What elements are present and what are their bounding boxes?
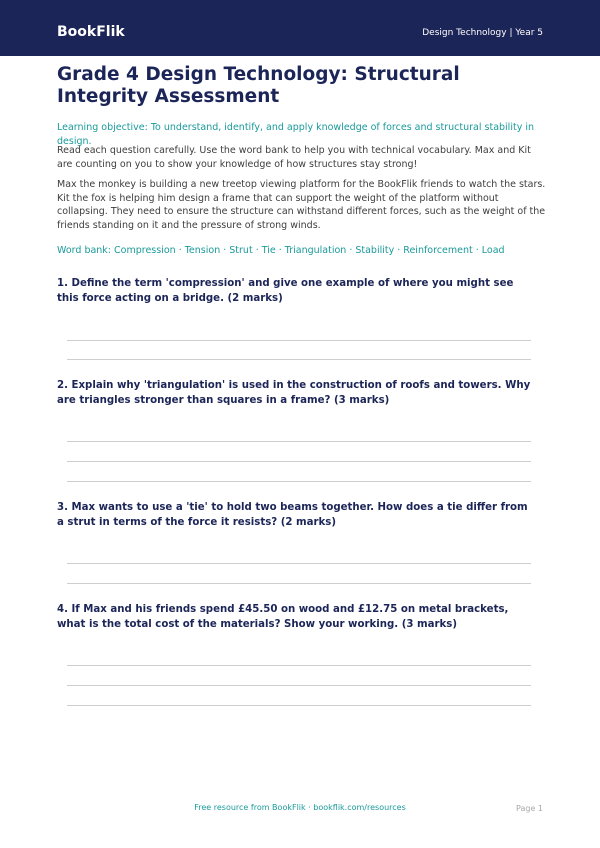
- subject-year-label: Design Technology | Year 5: [422, 28, 543, 38]
- question-2: 2. Explain why 'triangulation' is used in the construction of roofs and towers. Why are triangles stronger than squares in a frame? (3 marks): [57, 380, 531, 406]
- answer-line[interactable]: [67, 481, 531, 482]
- scenario-paragraph: Max the monkey is building a new treetop viewing platform for the BookFlik friends to watch the stars. Kit the fox is helping him design a frame that can support the weight of the platform without collapsing. They need to ensure the structure can withstand different forces, such as the weight of the friends standing on it and the pressure of strong winds.: [57, 179, 546, 231]
- answer-line[interactable]: [67, 359, 531, 360]
- page-number: Page 1: [516, 804, 543, 813]
- answer-line[interactable]: [67, 685, 531, 686]
- answer-line[interactable]: [67, 441, 531, 442]
- brand-logo: BookFlik: [57, 24, 125, 40]
- question-3: 3. Max wants to use a 'tie' to hold two beams together. How does a tie differ from a strut in terms of the force it resists? (2 marks): [57, 502, 528, 528]
- answer-line[interactable]: [67, 583, 531, 584]
- answer-line[interactable]: [67, 665, 531, 666]
- answer-line[interactable]: [67, 340, 531, 341]
- instructions-paragraph: Read each question carefully. Use the word bank to help you with technical vocabulary. Max and Kit are counting on you to show your knowledge of how structures stay strong!: [57, 145, 531, 170]
- page-title: Grade 4 Design Technology: Structural Integrity Assessment: [57, 64, 460, 107]
- answer-line[interactable]: [67, 563, 531, 564]
- page-header: [0, 0, 600, 56]
- question-1: 1. Define the term 'compression' and give one example of where you might see this force acting on a bridge. (2 marks): [57, 278, 514, 304]
- learning-objective: Learning objective: To understand, identify, and apply knowledge of forces and structural stability in design.: [57, 122, 534, 147]
- question-4: 4. If Max and his friends spend £45.50 on wood and £12.75 on metal brackets, what is the total cost of the materials? Show your working. (3 marks): [57, 604, 509, 630]
- word-bank: Word bank: Compression · Tension · Strut · Tie · Triangulation · Stability · Reinforcement · Load: [57, 245, 505, 256]
- answer-line[interactable]: [67, 461, 531, 462]
- answer-line[interactable]: [67, 705, 531, 706]
- footer-credit: Free resource from BookFlik · bookflik.com/resources: [194, 803, 406, 812]
